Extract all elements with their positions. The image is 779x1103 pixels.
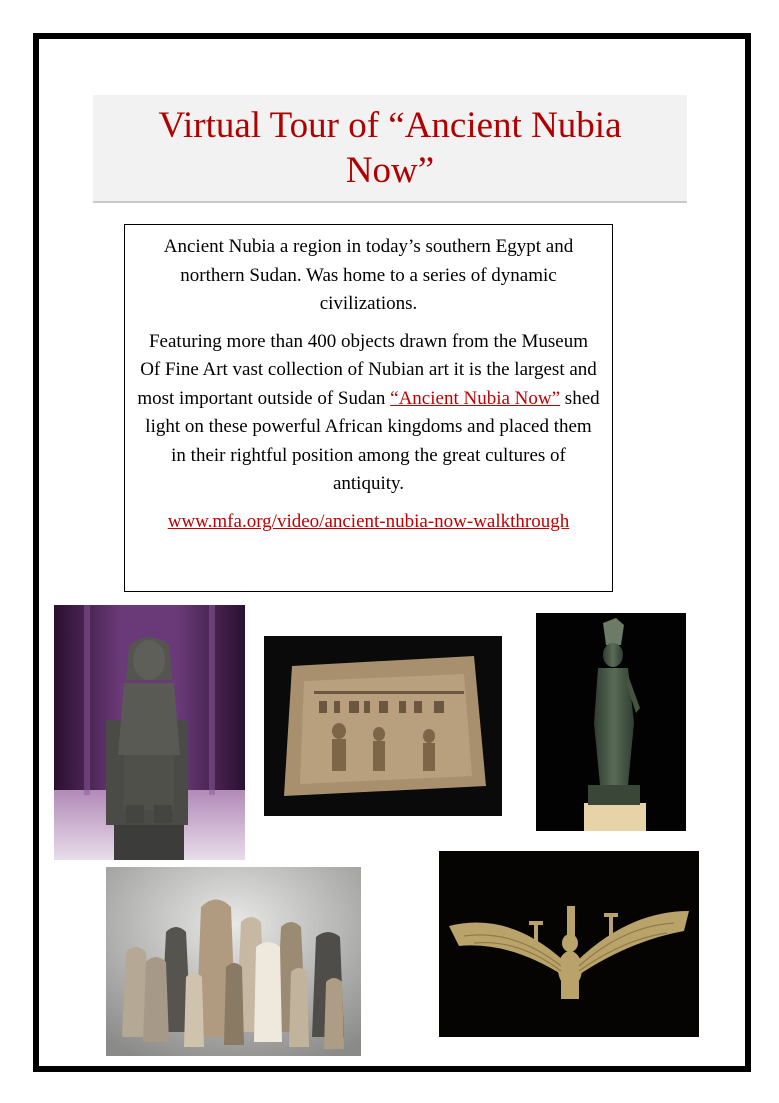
url-paragraph [137,508,600,537]
description-text-2: shed light on these powerful African kingdoms and placed them in their rightful position among the great cultures of antiquity. [145,387,600,494]
winged-goddess-pectoral-photo [439,851,699,1037]
shabti-figures-photo [106,867,361,1056]
description-text-1: Featuring more than 400 objects drawn from the Museum Of Fine Art vast collection of Nubian art it is the largest and most important outside of Sudan [137,330,597,409]
video-url-link[interactable]: www.mfa.org/video/ancient-nubia-now-walkthrough [167,510,570,532]
exhibit-link[interactable]: “Ancient Nubia Now” [390,387,561,409]
seated-statue-photo [54,605,245,860]
page-title: Virtual Tour of “Ancient Nubia Now” [158,105,622,191]
title-band [93,95,687,203]
bronze-goddess-photo [536,613,686,831]
relief-stela-photo [264,636,502,816]
intro-paragraph: Ancient Nubia a region in today’s southern Egypt and northern Sudan. Was home to a series of dynamic civilizations. [163,236,574,314]
description-paragraph [137,328,600,499]
info-box [124,224,613,592]
